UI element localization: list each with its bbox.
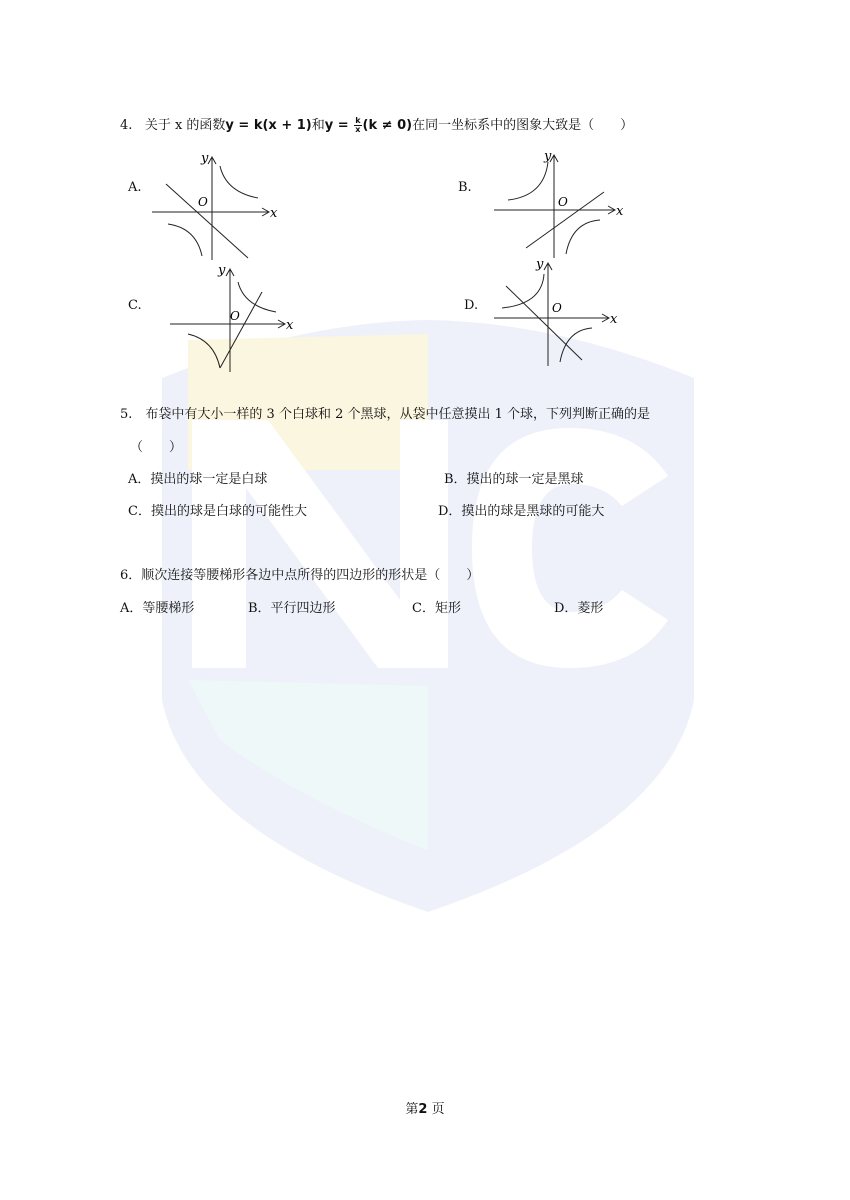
graph-d [492,256,628,368]
fraction-k-over-x: $\frac{k}{x}$ [355,116,361,134]
graph-b [492,148,634,260]
function-linear: y = k(x + 1) [225,118,312,133]
page-footer: 第2 页 [405,1102,445,1117]
question-5-stem: 5. 布袋中有大小一样的 3 个白球和 2 个黑球，从袋中任意摸出 1 个球，下列判断正确的是 [120,407,651,422]
question-5-answer-blank: （ ） [130,440,183,455]
svg-text:O: O [230,309,240,323]
function-inverse: y = $\frac{k}{x}$ (k ≠ 0) [324,116,413,134]
svg-text:x: x [616,204,624,219]
q5-option-a[interactable]: A．摸出的球一定是白球 [128,472,268,487]
page-number: 2 [418,1102,428,1117]
question-6-stem: 6．顺次连接等腰梯形各边中点所得的四边形的形状是（ ） [120,568,480,583]
svg-text:x: x [610,312,618,327]
question-number: 4. [120,118,133,133]
q4-option-c-label[interactable]: C. [128,298,142,313]
origin-label: O [198,195,208,209]
graph-a [150,150,280,262]
svg-text:O: O [558,195,568,209]
q6-option-d[interactable]: D．菱形 [554,601,604,616]
svg-text:O: O [552,301,562,315]
q5-option-b[interactable]: B．摸出的球一定是黑球 [444,472,584,487]
question-4-stem: 4. 关于 x 的函数y = k(x + 1)和y = $\frac{k}{x}$ (k ≠ 0)在同一坐标系中的图象大致是（ ） [120,116,634,134]
graph-c [168,262,304,374]
x-axis-label: x [270,206,278,221]
svg-text:y: y [544,149,552,164]
q6-option-a[interactable]: A．等腰梯形 [120,601,195,616]
q4-option-b-label[interactable]: B. [458,180,472,195]
q4-option-d-label[interactable]: D. [464,298,479,313]
svg-text:y: y [218,263,226,278]
q6-option-c[interactable]: C．矩形 [412,601,461,616]
y-axis-label: y [201,151,209,166]
svg-text:x: x [286,318,294,333]
q5-option-c[interactable]: C．摸出的球是白球的可能性大 [128,504,307,519]
q4-option-a-label[interactable]: A. [128,180,142,195]
svg-text:y: y [536,257,544,272]
q5-option-d[interactable]: D．摸出的球是黑球的可能大 [438,504,605,519]
q6-option-b[interactable]: B．平行四边形 [248,601,336,616]
